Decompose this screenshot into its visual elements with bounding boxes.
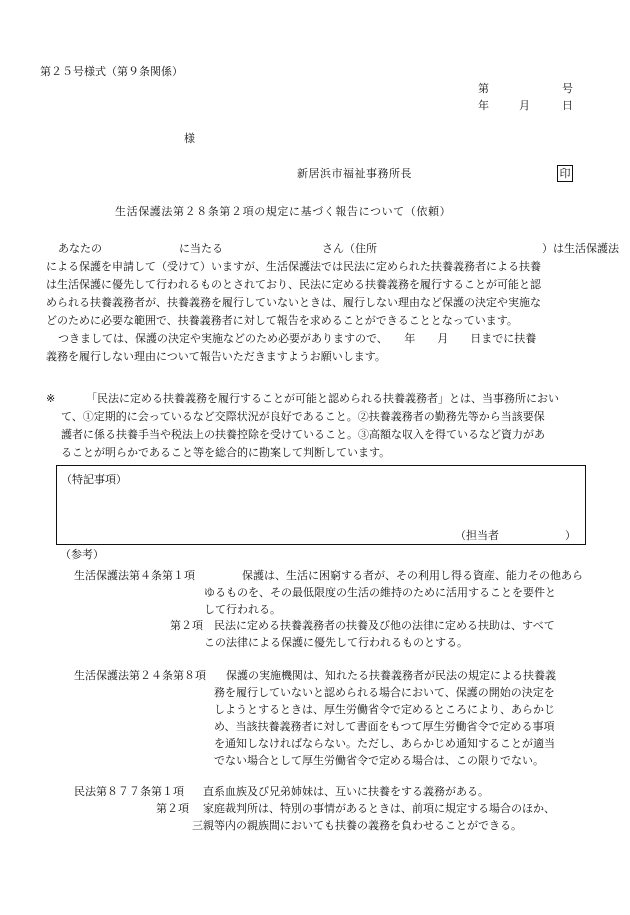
form-number: 第２５号様式（第９条関係）	[40, 65, 183, 78]
note-mark: ※	[46, 392, 56, 405]
reference-line: 三親等内の親族間においても扶養の義務を負わせることができる。	[192, 819, 522, 832]
document-title: 生活保護法第２８条第２項の規定に基づく報告について（依頼）	[115, 205, 452, 218]
body-line: は生活保護に優先して行われるものとされており、民法に定める扶養義務を履行することが可能と認	[46, 278, 541, 291]
reference-article-head: 第２項	[156, 802, 189, 815]
doc-number-label: 第	[478, 82, 489, 95]
reference-line: でない場合として厚生労働省令で定める場合は、この限りでない。	[214, 754, 544, 767]
reference-line: この法律による保護に優先して行われるものとする。	[204, 636, 468, 649]
body-line: められる扶養義務者が、扶養義務を履行していないときは、履行しない理由など保護の決定や実施な	[46, 296, 541, 309]
sender-name: 新居浜市福祉事務所長	[297, 167, 412, 180]
body-line: 義務を履行しない理由について報告いただきますようお願いします。	[46, 350, 386, 363]
reference-line: 民法に定める扶養義務者の扶養及び他の法律に定める扶助は、すべて	[214, 619, 555, 632]
reference-line: を通知しなければならない。ただし、あらかじめ通知することが適当	[214, 737, 555, 750]
reference-line: ゆるものを、その最低限度の生活の維持のために活用することを要件と	[204, 586, 556, 599]
special-notes-label: （特記事項）	[61, 473, 127, 486]
reference-line: め、当該扶養義務者に対して書面をもつて厚生労働省令で定める事項	[214, 720, 555, 733]
doc-number-suffix: 号	[562, 82, 573, 95]
reference-line: しようとするときは、厚生労働省令で定めるところにより、あらかじ	[214, 703, 555, 716]
month-label: 月	[519, 99, 530, 112]
reference-line: して行われる。	[204, 603, 281, 616]
reference-article-head: 民法第８７７条第１項	[74, 785, 184, 798]
day-label: 日	[562, 99, 573, 112]
contact-person-field: （担当者 ）	[455, 529, 576, 542]
reference-article-head: 生活保護法第４条第１項	[74, 569, 195, 582]
reference-article-head: 生活保護法第２４条第８項	[74, 669, 206, 682]
seal-mark: 印	[557, 165, 573, 182]
reference-line: 務を履行していないと認められる場合において、保護の開始の決定を	[214, 686, 555, 699]
year-label: 年	[478, 99, 489, 112]
reference-line: 保護の実施機関は、知れたる扶養義務者が民法の規定による扶養義	[226, 669, 556, 682]
note-line: ることが明らかであること等を総合的に勘案して判断しています。	[61, 446, 391, 459]
note-line: 「民法に定める扶養義務を履行することが可能と認められる扶養義務者」とは、当事務所におい	[86, 392, 559, 405]
note-line: て、①定期的に会っているなど交際状況が良好であること。②扶養義務者の勤務先等から当該要保	[61, 410, 545, 423]
body-line: つきましては、保護の決定や実施などのため必要がありますので、 年 月 日までに扶養	[58, 332, 537, 345]
body-line: による保護を申請して（受けて）いますが、生活保護法では民法に定められた扶養義務者による扶養	[46, 260, 541, 273]
reference-line: 家庭裁判所は、特別の事情があるときは、前項に規定する場合のほか、	[203, 802, 555, 815]
note-line: 護者に係る扶養手当や税法上の扶養控除を受けていること。③高額な収入を得ているなど資力があ	[61, 428, 545, 441]
body-line: あなたの に当たる さん（住所 ）は生活保護法	[58, 242, 619, 255]
reference-heading: （参考）	[60, 548, 104, 561]
special-notes-box[interactable]	[56, 465, 586, 545]
reference-line: 直系血族及び兄弟姉妹は、互いに扶養をする義務がある。	[203, 785, 489, 798]
reference-line: 保護は、生活に困窮する者が、その利用し得る資産、能力その他あら	[242, 569, 583, 582]
reference-article-head: 第２項	[170, 619, 203, 632]
body-line: どのために必要な範囲で、扶養義務者に対して報告を求めることができることとなっています。	[46, 314, 518, 327]
addressee-honorific: 様	[184, 132, 195, 145]
